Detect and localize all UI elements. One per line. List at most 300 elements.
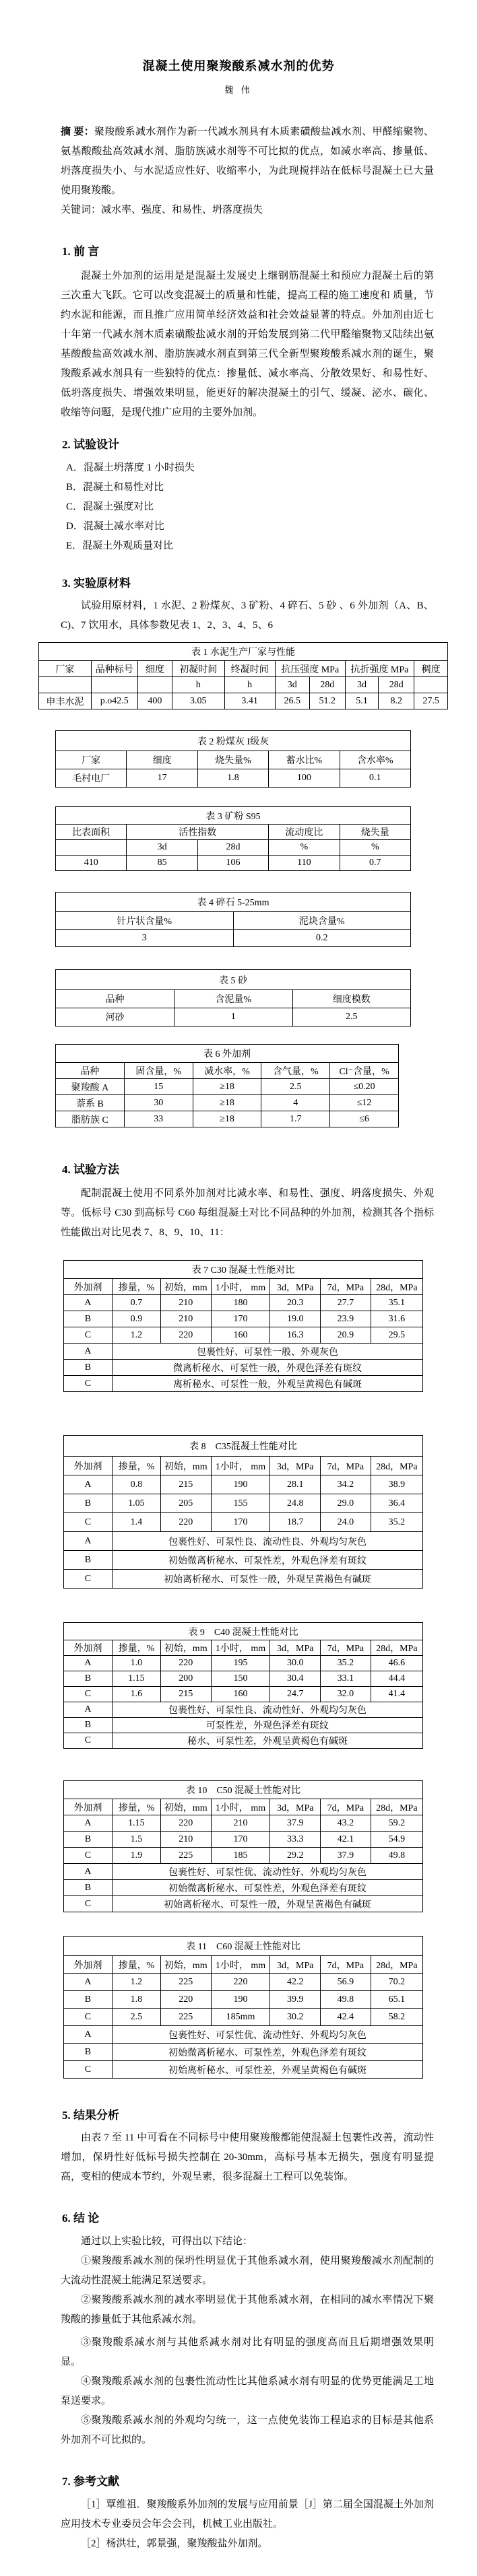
table-cell: 1.6: [112, 1687, 160, 1702]
table-cell: 225: [160, 1974, 211, 1991]
table-cell: 34.2: [321, 1475, 371, 1494]
table-cell: ≥18: [193, 1095, 261, 1111]
table-cell: 河砂: [56, 1008, 174, 1026]
table-cell: 24.7: [270, 1687, 321, 1702]
table-cell: 外加剂: [64, 1457, 113, 1475]
table-cell: 410: [56, 856, 127, 871]
table-cell: 掺量，%: [112, 1457, 160, 1475]
table-cell: 1.8: [197, 769, 268, 788]
table-cell: 烧失量%: [197, 751, 268, 769]
table-row: [56, 751, 411, 769]
table-cell: 活性指数: [127, 825, 269, 840]
table-cell: 初始，mm: [160, 1279, 211, 1295]
table-row: [64, 1656, 423, 1671]
table-cell: 5.1: [345, 693, 379, 709]
table-row: [64, 1344, 423, 1360]
table-cell: 215: [160, 1687, 211, 1702]
table-cell: 28d: [309, 677, 345, 693]
table-cell: 28d，MPa: [371, 1956, 422, 1974]
table-cell: ≤6: [330, 1111, 399, 1127]
table-row: [56, 1079, 399, 1095]
table-row: [64, 1570, 423, 1589]
table-cell: 28d，MPa: [371, 1279, 422, 1295]
table-cell: 43.2: [321, 1815, 371, 1832]
abstract-label: 摘 要：: [61, 127, 94, 137]
table-row: [64, 1974, 423, 1991]
table-cell: B: [64, 1671, 113, 1687]
table-cell: 220: [211, 1974, 270, 1991]
table-row: [64, 1295, 423, 1311]
table-row: [64, 1376, 423, 1392]
table-cell: B: [64, 2044, 113, 2061]
section-heading-3: 3. 实验原材料: [62, 577, 131, 590]
table-cell: 15: [124, 1079, 193, 1095]
table-cell: 含气量，%: [261, 1063, 330, 1079]
table-cell: 3d: [275, 677, 309, 693]
table-cell: 毛村电厂: [56, 769, 127, 788]
table-cell: 固含量，%: [124, 1063, 193, 1079]
table-cell: B: [64, 1880, 113, 1896]
table-row: [64, 1848, 423, 1864]
table-cell: 29.2: [270, 1848, 321, 1864]
section-1-body: 混凝土外加剂的运用是是混凝土发展史上继钢筋混凝土和预应力混凝土后的第三次重大飞跃。它可以改变混凝土的质量和性能，提高工程的施工速度和 质量，节约水泥和能源，而且推广应用简单经济效益和社会效益显著的特点。外加剂由近七十年第一代减水剂木质素磺酸盐减水剂的开始发展到第二代甲醛缩聚物又陆续出氨基酸酸盐高效减水剂、脂肪族减水剂直到第三代全新型聚羧酸系减水剂的诞生，聚羧酸系减水剂具有一些独特的优点：掺量低、减水率高、分散效果好、和易性好、低坍落度损失、增强效果明显，能更好的解决混凝土的引气、缓凝、泌水、碳化、收缩等问题，是现代推广应用的主要外加剂。: [61, 271, 434, 418]
table-cell: A: [64, 1864, 113, 1880]
table-row: [64, 1279, 423, 1295]
table-cell: 215: [160, 1475, 211, 1494]
table-cell: 1.5: [112, 1832, 160, 1848]
table-cell: 初凝时间: [172, 661, 224, 677]
conclusion-item-1: ①聚羧酸系减水剂的保坍性明显优于其他系减水剂，使用聚羧酸减水剂配制的大流动性混凝土能满足泵送要求。: [61, 2256, 434, 2286]
conclusion-item-3: ③聚羧酸系减水剂与其他系减水剂对比有明显的强度高而且后期增强效果明显。: [61, 2337, 434, 2367]
table-row: [64, 1832, 423, 1848]
table-cell: 细度: [127, 751, 197, 769]
table-cell: 抗折强度 MPa: [345, 661, 414, 677]
table-cell: 初始离析秘水、可泵性一般，外观呈黄褐色有碱斑: [112, 1570, 422, 1589]
table-cell: A: [64, 1295, 113, 1311]
table-row: [64, 1687, 423, 1702]
table-cell: 离析秘水、可泵性一般，外观呈黄褐色有碱斑: [112, 1376, 422, 1392]
table-cell: 2.5: [112, 2009, 160, 2026]
table-cell: C: [64, 1327, 113, 1344]
table-cell: 46.6: [371, 1656, 422, 1671]
table-cell: %: [340, 840, 410, 856]
table-cell: [414, 677, 448, 693]
table-cell: C: [64, 1376, 113, 1392]
table-cell: 初始微离析秘水、可泵性差，外观色泽差有斑纹: [112, 1551, 422, 1570]
section-heading-7: 7. 参考文献: [62, 2475, 119, 2488]
table-cell: 70.2: [371, 1974, 422, 1991]
design-item-b: B．混凝土和易性对比: [66, 482, 164, 493]
table-cell: 49.8: [371, 1848, 422, 1864]
table-cell: 220: [160, 1815, 211, 1832]
table-cell: ≥18: [193, 1111, 261, 1127]
table-cell: 含泥量%: [174, 990, 292, 1008]
table-row: [64, 1494, 423, 1513]
table-6-admixture: [55, 1044, 399, 1127]
table-cell: B: [64, 1311, 113, 1327]
table-cell: 195: [211, 1656, 270, 1671]
table-cell: 58.2: [371, 2009, 422, 2026]
table-row: [56, 825, 411, 840]
table-row: [64, 1991, 423, 2009]
table-cell: 细度: [137, 661, 172, 677]
table-cell: C: [64, 1687, 113, 1702]
table-cell: 30: [124, 1095, 193, 1111]
table-cell: 3d，MPa: [270, 1956, 321, 1974]
table-cell: 30.4: [270, 1671, 321, 1687]
table-row: [64, 1733, 423, 1749]
table-cell: B: [64, 1551, 113, 1570]
table-4-container: [55, 892, 411, 947]
table-row: [64, 2026, 423, 2044]
table-cell: 可泵性差，外观色泽差有斑纹: [112, 1718, 422, 1733]
table-cell: 210: [160, 1311, 211, 1327]
table-cell: 19.0: [270, 1311, 321, 1327]
table-caption: 表 10 C50 混凝土性能对比: [64, 1781, 423, 1799]
table-6-container: [55, 1044, 399, 1127]
table-cell: 3d，MPa: [270, 1279, 321, 1295]
table-row: [39, 693, 448, 709]
table-cell: 30.2: [270, 2009, 321, 2026]
table-cell: [137, 677, 172, 693]
table-cell: 7d，MPa: [321, 1956, 371, 1974]
table-11-container: [63, 1936, 423, 2079]
table-cell: 210: [160, 1832, 211, 1848]
table-caption: 表 9 C40 混凝土性能对比: [64, 1623, 423, 1640]
page-title: 混凝土使用聚羧酸系减水剂的优势: [142, 59, 335, 73]
table-caption: 表 3 矿粉 S95: [56, 807, 411, 825]
section-heading-5: 5. 结果分析: [62, 2109, 119, 2122]
table-cell: B: [64, 1360, 113, 1376]
section-heading-6: 6. 结 论: [62, 2212, 100, 2225]
table-row: [64, 1475, 423, 1494]
section-heading-4: 4. 试验方法: [62, 1163, 119, 1176]
table-cell: 初始，mm: [160, 1799, 211, 1815]
table-5-sand: [55, 969, 411, 1026]
table-cell: 申丰水泥: [39, 693, 92, 709]
table-cell: 1.15: [112, 1671, 160, 1687]
table-cell: 掺量，%: [112, 1279, 160, 1295]
abstract-text: 聚羧酸系减水剂作为新一代减水剂具有木质素磺酸盐减水剂、甲醛缩聚物、氨基酸酸盐高效减水剂、脂肪族减水剂等不可比拟的优点，如减水率高、掺量低、坍落度损失小、与水泥适应性好、收缩率小，为此现搅拌站在低标号混凝土已大量使用聚羧酸。: [61, 127, 434, 196]
table-cell: 1.9: [112, 1848, 160, 1864]
table-cell: Cl⁻含量，%: [330, 1063, 399, 1079]
table-cell: 37.9: [321, 1848, 371, 1864]
table-cell: 205: [160, 1494, 211, 1513]
table-cell: 3.05: [172, 693, 224, 709]
table-cell: A: [64, 1815, 113, 1832]
table-row: [64, 2061, 423, 2079]
table-cell: 42.1: [321, 1832, 371, 1848]
table-row: [56, 912, 411, 930]
table-cell: C: [64, 1733, 113, 1749]
table-7-container: [63, 1260, 423, 1392]
table-cell: 35.2: [321, 1656, 371, 1671]
table-cell: 厂家: [39, 661, 92, 677]
table-2-flyash: [55, 730, 411, 788]
table-cell: 稠度: [414, 661, 448, 677]
table-9-container: [63, 1622, 423, 1749]
table-cell: 160: [211, 1687, 270, 1702]
table-row: [56, 1008, 411, 1026]
table-1-container: [38, 642, 448, 709]
table-cell: 220: [160, 1656, 211, 1671]
table-row: [64, 1896, 423, 1912]
table-10-c50: [63, 1780, 423, 1912]
table-cell: 0.9: [112, 1311, 160, 1327]
table-cell: 170: [211, 1311, 270, 1327]
reference-1: ［1］覃维祖．聚羧酸系外加剂的发展与应用前景［J］第二届全国混凝土外加剂应用技术专业委员会年会会刊，机械工业出版社。: [61, 2499, 434, 2530]
conclusion-item-5: ⑤聚羧酸系减水剂的外观均匀统一，这一点使免装饰工程追求的目标是其他系外加剂不可比拟的。: [61, 2415, 434, 2445]
table-row: [64, 1532, 423, 1551]
table-cell: 初始离析秘水、可泵性差，外观呈黄褐色有碱斑: [112, 2061, 422, 2079]
conclusion-item-4: ④聚羧酸系减水剂的包裹性流动性比其他系减水剂有明显的优势更能满足工地泵送要求。: [61, 2376, 434, 2406]
table-caption: 表 11 C60 混凝土性能对比: [64, 1937, 423, 1956]
table-row: [64, 1671, 423, 1687]
section-heading-2: 2. 试验设计: [62, 438, 119, 451]
table-cell: C: [64, 1570, 113, 1589]
table-cell: 28d: [379, 677, 414, 693]
table-cell: 细度模数: [292, 990, 411, 1008]
table-cell: 190: [211, 1475, 270, 1494]
table-cell: [91, 677, 137, 693]
table-cell: 初始微离析秘水、可泵性差，外观色泽差有斑纹: [112, 1880, 422, 1896]
table-cell: 初始，mm: [160, 1457, 211, 1475]
table-cell: [56, 840, 127, 856]
table-cell: 16.3: [270, 1327, 321, 1344]
table-cell: 终凝时间: [224, 661, 275, 677]
table-row: [64, 1551, 423, 1570]
design-item-c: C．混凝土强度对比: [66, 501, 154, 512]
table-cell: 外加剂: [64, 1640, 113, 1656]
table-row: [64, 2044, 423, 2061]
table-cell: 51.2: [309, 693, 345, 709]
section-heading-1: 1. 前 言: [62, 245, 100, 258]
table-cell: 38.9: [371, 1475, 422, 1494]
table-cell: 1.8: [112, 1991, 160, 2009]
author: 魏 伟: [224, 85, 253, 95]
table-cell: 225: [160, 2009, 211, 2026]
table-row: [39, 661, 448, 677]
table-caption: 表 6 外加剂: [56, 1045, 399, 1063]
table-cell: A: [64, 1974, 113, 1991]
table-cell: 微离析秘水、可泵性一般，外观色泽差有斑纹: [112, 1360, 422, 1376]
table-cell: 170: [211, 1513, 270, 1532]
table-cell: 泥块含量%: [233, 912, 411, 930]
table-cell: 20.9: [321, 1327, 371, 1344]
table-cell: 包裹性好、可泵性优、流动性好、外观均匀灰色: [112, 2026, 422, 2044]
table-8-c35: [63, 1435, 423, 1589]
table-cell: C: [64, 2009, 113, 2026]
table-row: [56, 1095, 399, 1111]
table-cell: 针片状含量%: [56, 912, 234, 930]
table-cell: 185mm: [211, 2009, 270, 2026]
table-cell: B: [64, 1832, 113, 1848]
table-cell: 掺量，%: [112, 1640, 160, 1656]
table-cell: 初始，mm: [160, 1956, 211, 1974]
table-cell: 厂家: [56, 751, 127, 769]
table-cell: 24.0: [321, 1513, 371, 1532]
table-cell: 3.41: [224, 693, 275, 709]
table-row: [64, 1702, 423, 1718]
table-row: [64, 1640, 423, 1656]
section-5-body: 由表 7 至 11 中可看在不同标号中使用聚羧酸都能使混凝土包裹性改善，流动性增加，保坍性好低标号损失控制在 20-30mm，高标号基本无损失，强度有明显提高，变相的使成本节约，外观呈素，很多混凝土工程可以免装饰。: [61, 2132, 434, 2182]
table-8-container: [63, 1435, 423, 1589]
table-cell: 49.8: [321, 1991, 371, 2009]
table-cell: 42.2: [270, 1974, 321, 1991]
table-cell: 蓄水比%: [269, 751, 340, 769]
table-cell: 品种: [56, 1063, 125, 1079]
table-cell: 35.2: [371, 1513, 422, 1532]
table-cell: 28d: [197, 840, 268, 856]
table-cell: 聚羧酸 A: [56, 1079, 125, 1095]
table-cell: 7d，MPa: [321, 1799, 371, 1815]
conclusion-item-2: ②聚羧酸系减水剂的减水率明显优于其他系减水剂，在相同的减水率情况下聚羧酸的掺量低于其他系减水剂。: [61, 2295, 434, 2325]
table-cell: 0.7: [340, 856, 410, 871]
table-row: [64, 1880, 423, 1896]
table-row: [56, 1111, 399, 1127]
table-cell: 2.5: [261, 1079, 330, 1095]
table-3-container: [55, 806, 411, 871]
table-cell: ≤0.20: [330, 1079, 399, 1095]
table-cell: 155: [211, 1494, 270, 1513]
table-10-container: [63, 1780, 423, 1912]
table-cell: 3d，MPa: [270, 1799, 321, 1815]
table-row: [64, 1457, 423, 1475]
table-cell: 39.9: [270, 1991, 321, 2009]
table-cell: C: [64, 1896, 113, 1912]
table-cell: 初始，mm: [160, 1640, 211, 1656]
table-cell: 35.1: [371, 1295, 422, 1311]
table-cell: 24.8: [270, 1494, 321, 1513]
table-cell: 33.1: [321, 1671, 371, 1687]
table-cell: 59.2: [371, 1815, 422, 1832]
table-cell: 品种标号: [91, 661, 137, 677]
table-row: [64, 1718, 423, 1733]
table-caption: 表 7 C30 混凝土性能对比: [64, 1261, 423, 1279]
table-cell: 37.9: [270, 1815, 321, 1832]
table-cell: 外加剂: [64, 1799, 113, 1815]
table-row: [56, 1063, 399, 1079]
table-cell: 85: [127, 856, 197, 871]
table-cell: 1.4: [112, 1513, 160, 1532]
table-cell: 30.0: [270, 1656, 321, 1671]
table-cell: C: [64, 1848, 113, 1864]
design-item-a: A．混凝土坍落度 1 小时损失: [66, 462, 195, 473]
table-cell: 1.2: [112, 1974, 160, 1991]
table-cell: 29.5: [371, 1327, 422, 1344]
table-cell: p.o42.5: [91, 693, 137, 709]
table-cell: 220: [160, 1991, 211, 2009]
table-row: [64, 1360, 423, 1376]
table-row: [64, 1815, 423, 1832]
table-cell: 7d，MPa: [321, 1640, 371, 1656]
table-cell: 32.0: [321, 1687, 371, 1702]
table-cell: 56.9: [321, 1974, 371, 1991]
table-cell: 28d，MPa: [371, 1640, 422, 1656]
table-cell: 7d，MPa: [321, 1457, 371, 1475]
table-cell: 0.8: [112, 1475, 160, 1494]
table-cell: h: [224, 677, 275, 693]
table-cell: 3: [56, 930, 234, 947]
table-row: [64, 1799, 423, 1815]
table-cell: 160: [211, 1327, 270, 1344]
table-cell: 23.9: [321, 1311, 371, 1327]
table-cell: 29.0: [321, 1494, 371, 1513]
table-cell: 220: [160, 1513, 211, 1532]
table-cell: 初始微离析秘水、可泵性差，外观色泽差有斑纹: [112, 2044, 422, 2061]
table-1-cement: [38, 642, 448, 709]
table-cell: 1小时， mm: [211, 1799, 270, 1815]
table-caption: 表 5 砂: [56, 970, 411, 990]
table-cell: B: [64, 1991, 113, 2009]
table-cell: 萘系 B: [56, 1095, 125, 1111]
table-cell: 220: [160, 1327, 211, 1344]
table-cell: 27.7: [321, 1295, 371, 1311]
table-cell: 185: [211, 1848, 270, 1864]
table-cell: B: [64, 1718, 113, 1733]
table-cell: 42.4: [321, 2009, 371, 2026]
table-cell: 比表面积: [56, 825, 127, 840]
table-cell: 44.4: [371, 1671, 422, 1687]
table-cell: 400: [137, 693, 172, 709]
table-cell: 1小时， mm: [211, 1279, 270, 1295]
table-cell: 0.1: [340, 769, 410, 788]
table-cell: 17: [127, 769, 197, 788]
table-caption: 表 2 粉煤灰 I级灰: [56, 731, 411, 751]
table-cell: 掺量，%: [112, 1956, 160, 1974]
table-cell: 54.9: [371, 1832, 422, 1848]
table-row: [64, 2009, 423, 2026]
table-cell: 225: [160, 1848, 211, 1864]
table-cell: 18.7: [270, 1513, 321, 1532]
table-2-container: [55, 730, 411, 788]
table-cell: 外加剂: [64, 1279, 113, 1295]
table-cell: A: [64, 1344, 113, 1360]
table-row: [56, 930, 411, 947]
table-cell: 28d，MPa: [371, 1457, 422, 1475]
table-cell: 外加剂: [64, 1956, 113, 1974]
table-caption: 表 4 碎石 5-25mm: [56, 893, 411, 912]
table-row: [64, 1513, 423, 1532]
table-cell: 包裹性好、可泵性优、流动性好、外观均匀灰色: [112, 1864, 422, 1880]
table-cell: 1.0: [112, 1656, 160, 1671]
table-cell: 秘水、可泵性差，外观呈黄褐色有碱斑: [112, 1733, 422, 1749]
table-cell: 烧失量: [340, 825, 410, 840]
table-cell: 170: [211, 1832, 270, 1848]
table-cell: 初始离析秘水、可泵性一般，外观呈黄褐色有碱斑: [112, 1896, 422, 1912]
table-3-slag: [55, 806, 411, 871]
table-cell: 包裹性好、可泵性良、流动性好、外观均匀灰色: [112, 1702, 422, 1718]
table-cell: 掺量，%: [112, 1799, 160, 1815]
table-cell: 3d，MPa: [270, 1457, 321, 1475]
table-cell: 28.1: [270, 1475, 321, 1494]
table-5-container: [55, 969, 411, 1026]
table-7-c30: [63, 1260, 423, 1392]
table-cell: 1.7: [261, 1111, 330, 1127]
reference-2: ［2］杨洪壮，郭景强，聚羧酸盐外加剂。: [81, 2538, 268, 2549]
table-row: [56, 990, 411, 1008]
table-cell: 150: [211, 1671, 270, 1687]
table-cell: A: [64, 1702, 113, 1718]
table-row: [56, 856, 411, 871]
table-row: [64, 1864, 423, 1880]
table-cell: 4: [261, 1095, 330, 1111]
design-item-e: E．混凝土外观质量对比: [66, 541, 174, 551]
table-cell: 110: [269, 856, 340, 871]
section-3-body: 试验用原材料，1 水泥、2 粉煤灰、3 矿粉、4 碎石、5 砂 、6 外加剂（A、B、C)、7 饮用水，具体参数见表 1、2、3、4、5、6: [61, 600, 434, 631]
table-cell: 36.4: [371, 1494, 422, 1513]
table-caption: 表 8 C35混凝土性能对比: [64, 1436, 423, 1457]
